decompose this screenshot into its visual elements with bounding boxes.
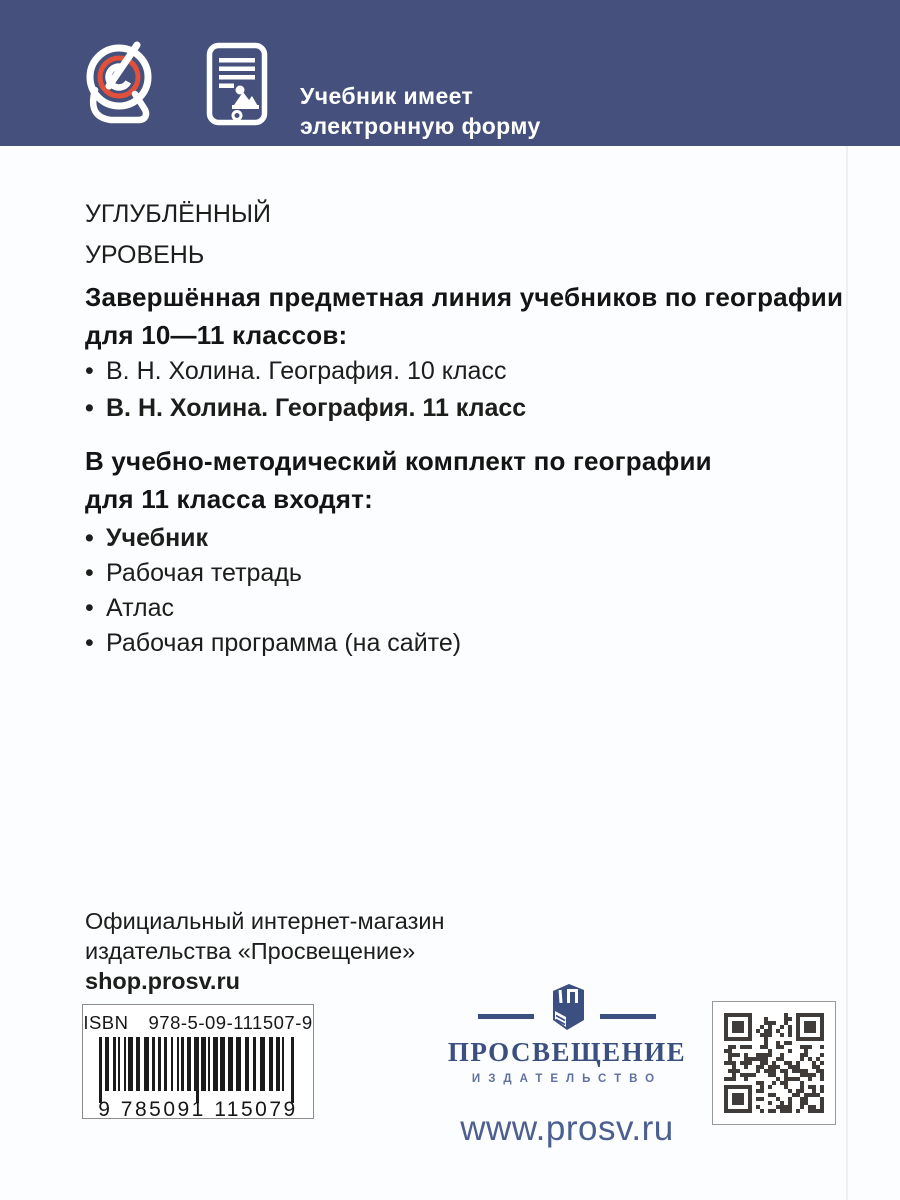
series-heading-line-1: Завершённая предметная линия учебников по географии xyxy=(85,282,844,312)
list-item-text: Рабочая программа (на сайте) xyxy=(106,629,462,657)
list-item xyxy=(85,353,526,390)
list-item xyxy=(85,556,461,591)
eform-note xyxy=(300,81,541,141)
series-heading-line-2: для 10—11 классов: xyxy=(85,320,348,350)
publisher-logo xyxy=(432,982,702,1149)
list-item xyxy=(85,626,461,661)
list-item xyxy=(85,390,526,427)
list-item-text: Учебник xyxy=(106,524,209,552)
list-item-text: Атлас xyxy=(106,594,175,622)
isbn-barcode xyxy=(82,1004,314,1119)
publisher-website: www.prosv.ru xyxy=(460,1109,674,1148)
isbn-row xyxy=(83,1012,313,1034)
list-item-text: В. Н. Холина. География. 10 класс xyxy=(106,357,507,385)
publisher-circle-c-logo-icon xyxy=(78,40,160,128)
shop-url: shop.prosv.ru xyxy=(85,968,240,994)
kit-heading-line-1: В учебно-методический комплект по географии xyxy=(85,446,712,476)
list-item xyxy=(85,521,461,556)
publisher-name: ПРОСВЕЩЕНИЕ xyxy=(447,1037,687,1067)
top-band xyxy=(0,0,900,146)
list-item-text: Рабочая тетрадь xyxy=(106,559,302,587)
list-item xyxy=(85,591,461,626)
kit-list xyxy=(85,521,461,661)
shop-line-2: издательства «Просвещение» xyxy=(85,938,416,964)
shop-note xyxy=(85,906,444,996)
series-heading xyxy=(85,278,843,354)
publisher-logo-iconrow xyxy=(432,982,702,1034)
right-rule xyxy=(600,1014,656,1019)
bullet-icon xyxy=(85,521,106,556)
isbn-label: ISBN xyxy=(83,1012,129,1033)
level-label xyxy=(85,194,271,276)
list-item-text: В. Н. Холина. География. 11 класс xyxy=(106,394,527,422)
publisher-subtitle: ИЗДАТЕЛЬСТВО xyxy=(471,1073,663,1085)
qr-pattern-icon xyxy=(724,1013,824,1113)
level-line-2: УРОВЕНЬ xyxy=(85,241,205,269)
eform-line-2: электронную форму xyxy=(300,113,541,139)
level-line-1: УГЛУБЛЁННЫЙ xyxy=(85,200,272,228)
isbn-number: 978-5-09-111507-9 xyxy=(148,1012,313,1033)
kit-heading-line-2: для 11 класса входят: xyxy=(85,484,373,514)
bullet-icon xyxy=(85,591,106,626)
bullet-icon xyxy=(85,353,106,390)
qr-code xyxy=(712,1001,836,1125)
left-rule xyxy=(478,1014,534,1019)
kit-heading xyxy=(85,442,712,518)
series-list xyxy=(85,353,526,427)
bullet-icon xyxy=(85,390,106,427)
scan-crease xyxy=(846,146,848,1200)
bullet-icon xyxy=(85,556,106,591)
publisher-book-icon xyxy=(546,982,588,1034)
bullet-icon xyxy=(85,626,106,661)
eform-line-1: Учебник имеет xyxy=(300,83,474,109)
ean-digits: 9 785091 115079 xyxy=(98,1098,298,1121)
shop-line-1: Официальный интернет-магазин xyxy=(85,908,445,934)
ebook-tablet-icon xyxy=(206,42,268,126)
